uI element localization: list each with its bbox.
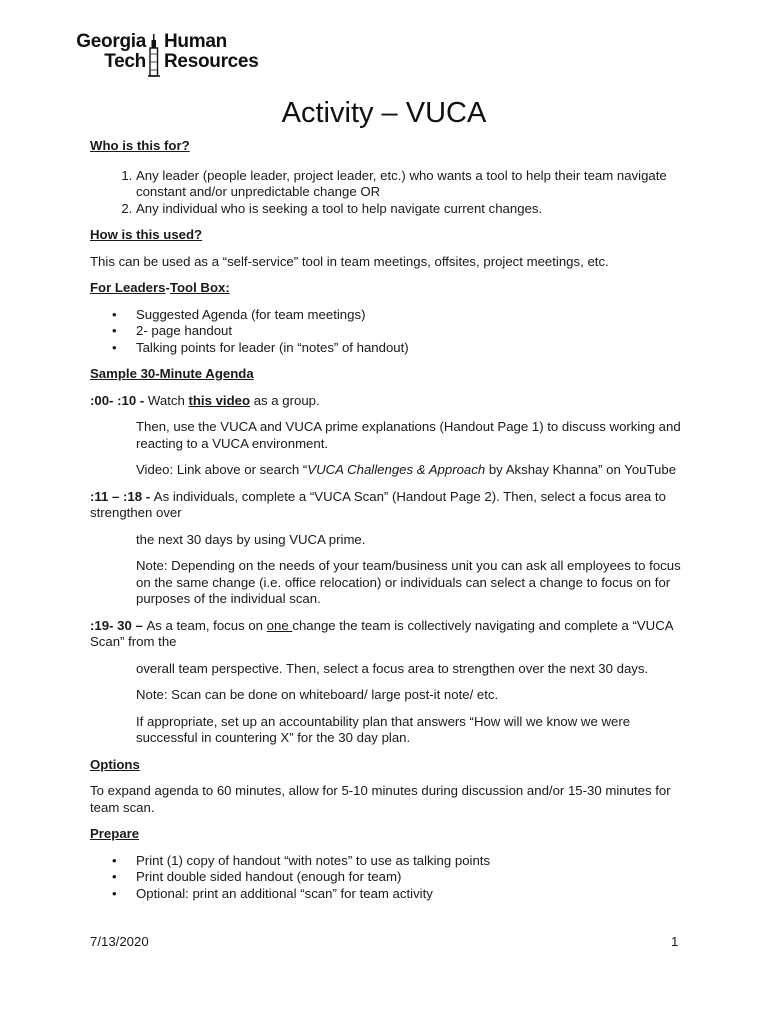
- logo-word-georgia: Georgia: [76, 31, 146, 52]
- prepare-heading: Prepare: [90, 826, 140, 841]
- logo-left-text: [54, 32, 146, 72]
- agenda-s3-para-1: overall team perspective. Then, select a focus area to strengthen over the next 30 days.: [136, 660, 649, 676]
- agenda-s2-para-2: Note: Depending on the needs of your team/business unit you can ask all employees to focus on the same change (i.e. office relocation) or individuals can select a change to focus on for purposes of the individual scan.: [136, 558, 681, 606]
- agenda-s3-pre: As a team, focus on: [146, 617, 267, 633]
- toolbox-heading-sep: -: [165, 280, 170, 295]
- agenda-time-3: :19- 30 –: [90, 617, 147, 633]
- page-title: Activity – VUCA: [281, 97, 487, 129]
- agenda-segment-1: [90, 393, 690, 410]
- agenda-s1-para-2: [136, 462, 690, 479]
- agenda-time-1: :00- :10 -: [90, 392, 148, 408]
- agenda-s1-p2-post: by Akshay Khanna” on YouTube: [485, 462, 677, 477]
- agenda-s2-text: As individuals, complete a “VUCA Scan” (Handout Page 2). Then, select a focus area to strengthen over: [90, 488, 666, 520]
- tech-tower-icon: [146, 34, 162, 78]
- agenda-s1-pre: Watch: [147, 392, 189, 408]
- toolbox-item: • 2- page handout: [136, 323, 690, 340]
- agenda-s1-p2-pre: Video: Link above or search “: [136, 462, 308, 477]
- prepare-item: • Optional: print an additional “scan” for team activity: [136, 886, 690, 903]
- footer-date: 7/13/2020: [90, 934, 149, 949]
- toolbox-heading-part1: For Leaders: [90, 280, 166, 295]
- agenda-s1-post: as a group.: [250, 392, 320, 408]
- agenda-s3-para-3: If appropriate, set up an accountability plan that answers “How will we know we were successful in countering X” for the 30 day plan.: [136, 713, 631, 745]
- prepare-item: • Print (1) copy of handout “with notes” to use as talking points: [136, 853, 690, 870]
- prepare-item: • Print double sided handout (enough for team): [136, 869, 690, 886]
- footer-page-number: 1: [671, 934, 679, 949]
- who-item: 1. Any leader (people leader, project leader, etc.) who wants a tool to help their team navigate constant and/or unpredictable change OR: [136, 168, 690, 201]
- who-heading: Who is this for?: [90, 138, 190, 153]
- this-video-link[interactable]: this video: [188, 392, 251, 408]
- agenda-segment-3: [90, 618, 690, 651]
- agenda-segment-2: [90, 489, 690, 522]
- logo-right-text: [164, 32, 304, 72]
- logo-word-human: Human: [164, 31, 227, 52]
- prepare-list: [90, 853, 690, 903]
- agenda-s3-para-2: Note: Scan can be done on whiteboard/ large post-it note/ etc.: [136, 687, 499, 702]
- options-heading: Options: [90, 756, 140, 772]
- who-item: 2. Any individual who is seeking a tool to help navigate current changes.: [136, 201, 690, 218]
- agenda-s3-post: change the team is collectively navigating and complete a “VUCA Scan” from the: [90, 617, 673, 649]
- toolbox-list: [90, 307, 690, 357]
- agenda-time-2: :11 – :18 -: [90, 488, 154, 504]
- agenda-s3-under: one: [266, 617, 293, 633]
- toolbox-item: • Talking points for leader (in “notes” of handout): [136, 340, 690, 357]
- agenda-s1-p2-italic: VUCA Challenges & Approach: [307, 462, 486, 477]
- agenda-s2-para-1: the next 30 days by using VUCA prime.: [136, 531, 366, 547]
- toolbox-heading-part2: Tool Box:: [169, 280, 230, 295]
- who-list: [90, 168, 690, 218]
- logo-word-tech: Tech: [104, 51, 146, 72]
- how-text: This can be used as a “self-service” tool in team meetings, offsites, project meetings, etc.: [90, 253, 609, 269]
- toolbox-item: • Suggested Agenda (for team meetings): [136, 307, 690, 324]
- agenda-s1-para-1: Then, use the VUCA and VUCA prime explanations (Handout Page 1) to discuss working and reacting to a VUCA environment.: [136, 419, 681, 451]
- document-body: [90, 138, 690, 902]
- options-text: To expand agenda to 60 minutes, allow for 5-10 minutes during discussion and/or 15-30 minutes for team scan.: [90, 783, 671, 815]
- logo-word-resources: Resources: [164, 51, 259, 72]
- how-heading: How is this used?: [90, 227, 203, 242]
- agenda-heading: Sample 30-Minute Agenda: [90, 366, 254, 381]
- toolbox-heading: [90, 280, 690, 297]
